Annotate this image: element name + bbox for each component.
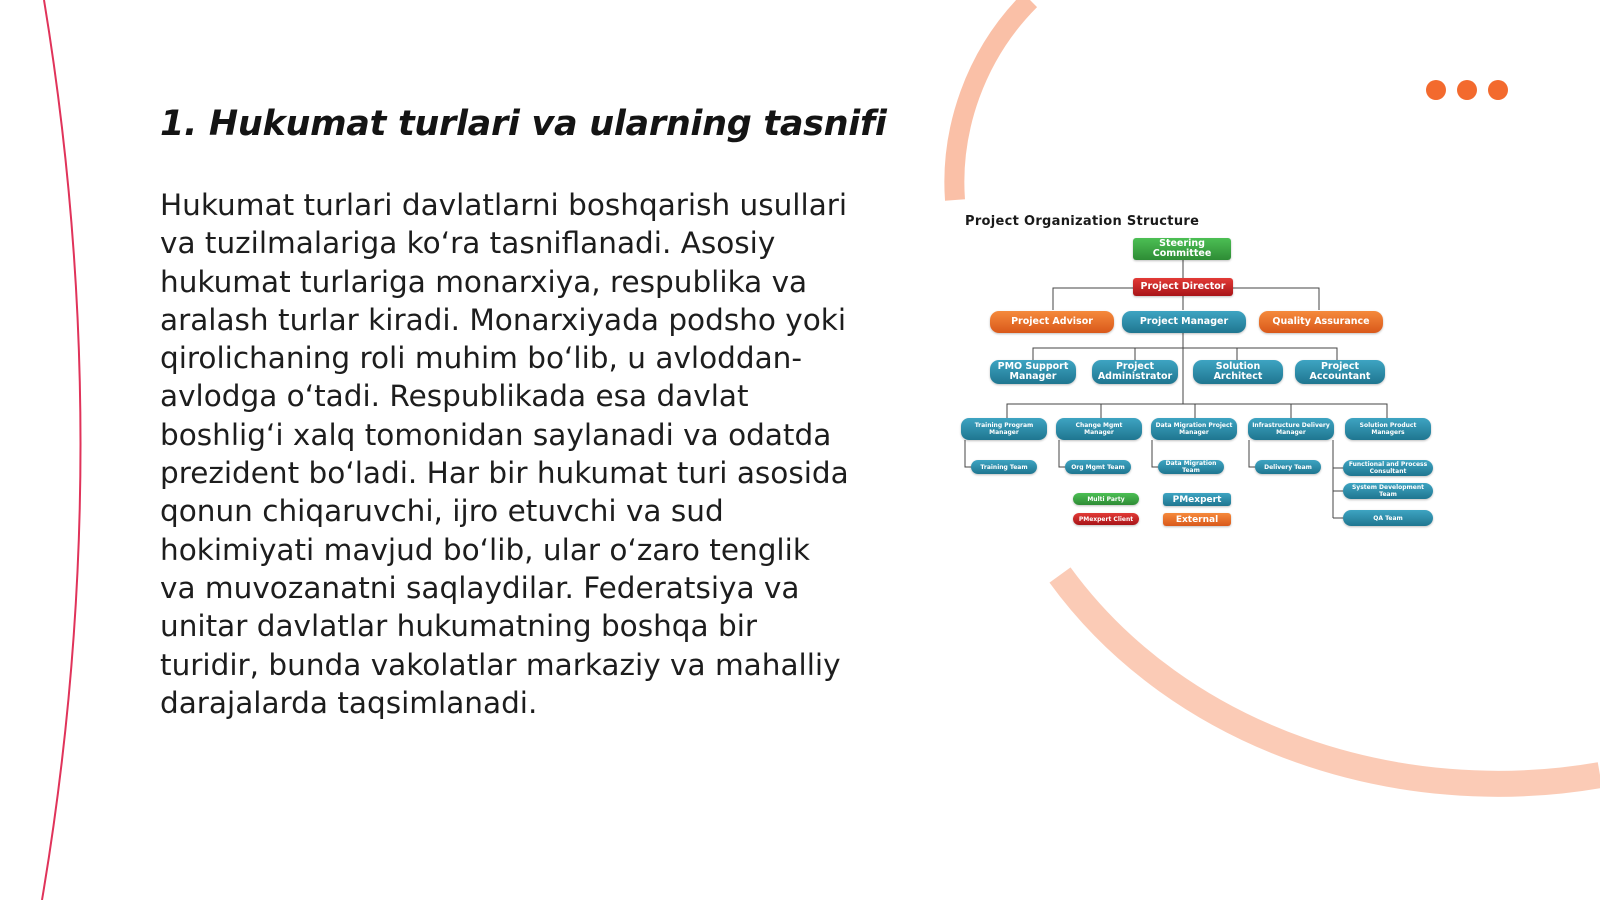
node-project-accountant: Project Accountant xyxy=(1295,360,1385,384)
dot-icon xyxy=(1426,80,1446,100)
dots-decoration xyxy=(1426,80,1508,100)
node-project-director: Project Director xyxy=(1133,278,1233,296)
dot-icon xyxy=(1488,80,1508,100)
node-change-mgmt-manager: Change Mgmt Manager xyxy=(1056,418,1142,440)
node-quality-assurance: Quality Assurance xyxy=(1259,311,1383,333)
legend-pmexpert-client: PMexpert Client xyxy=(1073,513,1139,525)
node-training-program-manager: Training Program Manager xyxy=(961,418,1047,440)
node-steering-committee: Steering Committee xyxy=(1133,238,1231,260)
legend-external: External xyxy=(1163,513,1231,526)
org-chart-title: Project Organization Structure xyxy=(965,214,1200,229)
node-data-migration-team: Data Migration Team xyxy=(1158,460,1224,474)
node-solution-architect: Solution Architect xyxy=(1193,360,1283,384)
node-infrastructure-delivery-manager: Infrastructure Delivery Manager xyxy=(1248,418,1334,440)
legend-pmexpert: PMexpert xyxy=(1163,493,1231,506)
node-training-team: Training Team xyxy=(971,460,1037,474)
node-qa-team: QA Team xyxy=(1343,510,1433,526)
node-project-manager: Project Manager xyxy=(1122,311,1246,333)
orange-arc-top xyxy=(954,0,1030,200)
left-red-curve xyxy=(42,0,81,900)
node-system-development-team: System Development Team xyxy=(1343,483,1433,499)
slide-title: 1. Hukumat turlari va ularning tasnifi xyxy=(160,104,887,144)
orange-arc-bottom xyxy=(1060,575,1600,784)
node-data-migration-project-manager: Data Migration Project Manager xyxy=(1151,418,1237,440)
node-pmo-support-manager: PMO Support Manager xyxy=(990,360,1076,384)
slide-body-text: Hukumat turlari davlatlarni boshqarish usullari va tuzilmalariga ko‘ra tasniflanadi. Asosiy hukumat turlariga monarxiya, respublika va aralash turlar kiradi. Monarxiyada podsho yoki qirolichaning roli muhim bo‘lib, u avloddan-avlodga o‘tadi. Respublikada esa davlat boshlig‘i xalq tomonidan saylanadi va odatda prezident bo‘ladi. Har bir hukumat turi asosida qonun chiqaruvchi, ijro etuvchi va sud hokimiyati mavjud bo‘lib, ular o‘zaro tenglik va muvozanatni saqlaydilar. Federatsiya va unitar davlatlar hukumatning boshqa bir turidir, bunda vakolatlar markaziy va mahalliy darajalarda taqsimlanadi. xyxy=(160,188,849,720)
node-org-mgmt-team: Org Mgmt Team xyxy=(1065,460,1131,474)
org-chart-image xyxy=(955,208,1455,548)
node-solution-product-managers: Solution Product Managers xyxy=(1345,418,1431,440)
node-delivery-team: Delivery Team xyxy=(1255,460,1321,474)
legend-multi-party: Multi Party xyxy=(1073,493,1139,505)
node-project-advisor: Project Advisor xyxy=(990,311,1114,333)
node-project-administrator: Project Administrator xyxy=(1092,360,1178,384)
dot-icon xyxy=(1457,80,1477,100)
node-functional-process-consultant: Functional and Process Consultant xyxy=(1343,460,1433,476)
